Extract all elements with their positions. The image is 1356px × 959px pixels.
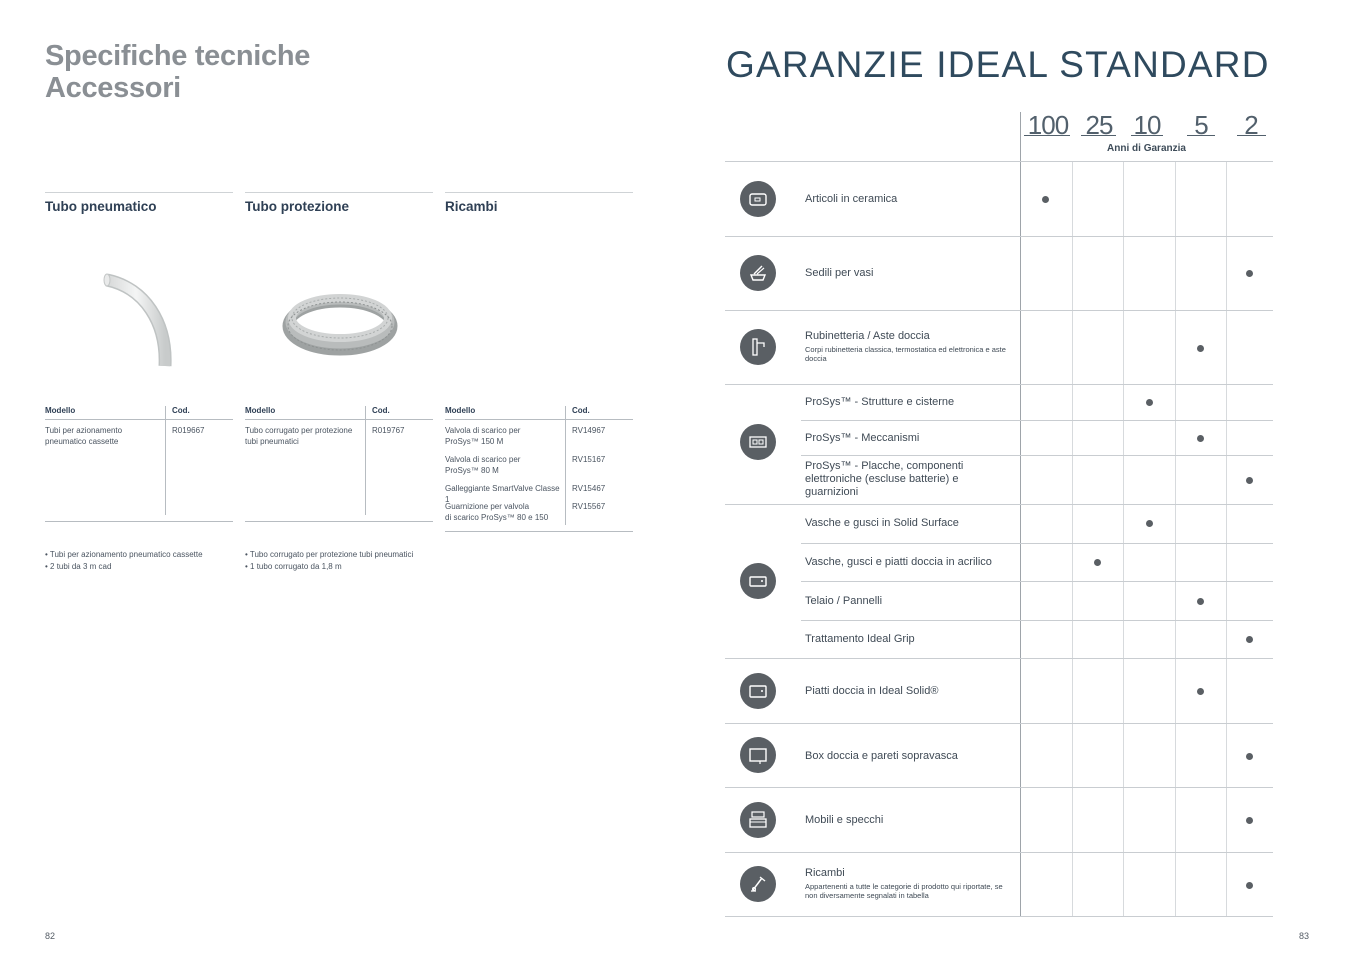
row-label-vasche-acrilico: Vasche, gusci e piatti doccia in acrilico: [805, 556, 992, 568]
row-label-vasche-solid-surface: Vasche e gusci in Solid Surface: [805, 517, 959, 529]
page-title: [45, 40, 310, 104]
notes-tubo-protezione: [245, 549, 413, 572]
grid-line: [725, 658, 1273, 659]
grid-line: [801, 455, 1273, 456]
product-code: RV15167: [572, 455, 606, 464]
row-label-articoli-ceramica: Articoli in ceramica: [805, 193, 898, 205]
row-label-sedili-vasi: Sedili per vasi: [805, 267, 874, 279]
ceramic-icon: [740, 181, 776, 217]
warranty-dot: [1094, 559, 1101, 566]
model-line: ProSys™ 80 M: [445, 466, 499, 475]
warranty-dot: [1146, 399, 1153, 406]
year-underline: [1187, 135, 1215, 136]
year-100: 100: [1027, 110, 1069, 140]
warranty-dot: [1042, 196, 1049, 203]
title-line-2: Accessori: [45, 72, 181, 104]
product-code: R019767: [372, 426, 405, 435]
column-header-code: Cod.: [372, 406, 390, 415]
accessory-column-tubo-pneumatico: [45, 192, 233, 214]
column-heading: Tubo protezione: [245, 199, 349, 214]
year-underline: [1024, 135, 1070, 136]
model-line: Tubi per azionamento: [45, 426, 123, 435]
warranty-dot: [1246, 477, 1253, 484]
model-line: di scarico ProSys™ 80 e 150: [445, 513, 549, 522]
row-label-telaio-pannelli: Telaio / Pannelli: [805, 595, 883, 607]
page-number-right: 83: [1299, 931, 1310, 941]
table-row: [445, 496, 633, 525]
furniture-mirror-icon: [740, 802, 776, 838]
row-label-prosys-strutture: ProSys™ - Strutture e cisterne: [805, 396, 955, 408]
column-header-model: Modello: [245, 406, 366, 419]
warranty-dot: [1146, 520, 1153, 527]
table-header: [445, 406, 633, 420]
column-heading: Ricambi: [445, 199, 498, 214]
warranty-dot: [1246, 817, 1253, 824]
warranty-dot: [1246, 882, 1253, 889]
grid-line: [725, 916, 1273, 917]
column-heading: Tubo pneumatico: [45, 199, 157, 214]
model-line: Tubo corrugato per protezione: [245, 426, 353, 435]
grid-line: [1175, 161, 1176, 917]
note-item: • Tubo corrugato per protezione tubi pneumatici: [245, 550, 414, 559]
grid-line: [725, 504, 1273, 505]
grid-line: [801, 581, 1273, 582]
faucet-icon: [740, 329, 776, 365]
row-label-ricambi: [805, 867, 1017, 900]
model-line: ProSys™ 150 M: [445, 437, 504, 446]
year-underline: [1131, 135, 1163, 136]
grid-line: [1020, 112, 1021, 917]
years-caption: Anni di Garanzia: [1107, 143, 1186, 154]
notes-tubo-pneumatico: [45, 549, 203, 572]
row-label-prosys-meccanismi: ProSys™ - Meccanismi: [805, 432, 920, 444]
table-row: [245, 420, 433, 515]
row-subtitle: Appartenenti a tutte le categorie di prodotto qui riportate, se non diversamente segnalati in tabella: [805, 882, 1003, 900]
row-subtitle: Corpi rubinetteria classica, termostatica ed elettronica e aste doccia: [805, 345, 1006, 363]
year-5: 5: [1194, 110, 1208, 140]
grid-line: [801, 420, 1273, 421]
spec-table-ricambi: [445, 406, 633, 532]
year-underline: [1081, 135, 1116, 136]
note-item: • 1 tubo corrugato da 1,8 m: [245, 561, 342, 571]
toilet-seat-icon: [740, 255, 776, 291]
row-label-rubinetteria: [805, 330, 1010, 363]
grid-line: [801, 620, 1273, 621]
row-label-mobili-specchi: Mobili e specchi: [805, 814, 884, 826]
grid-line: [725, 236, 1273, 237]
grid-line: [1072, 161, 1073, 917]
grid-line: [725, 161, 1273, 162]
grid-line: [725, 787, 1273, 788]
warranty-dot: [1197, 598, 1204, 605]
grid-line: [801, 543, 1273, 544]
year-underline: [1237, 135, 1266, 136]
product-code: RV15467: [572, 484, 606, 493]
bathtub-icon: [740, 563, 776, 599]
table-row: [45, 420, 233, 515]
model-line: Valvola di scarico per: [445, 426, 521, 435]
year-10: 10: [1133, 110, 1161, 140]
table-header: [245, 406, 433, 420]
accessory-column-ricambi: [445, 192, 633, 214]
title-line-1: Specifiche tecniche: [45, 40, 311, 72]
table-row: [445, 449, 633, 478]
accessory-column-tubo-protezione: [245, 192, 433, 214]
model-line: Galleggiante SmartValve Classe 1: [445, 484, 560, 504]
spec-table-tubo-protezione: [245, 406, 433, 522]
divider: [45, 521, 233, 522]
year-25: 25: [1085, 110, 1113, 140]
corrugated-tube-image: [282, 290, 398, 360]
model-line: Guarnizione per valvola: [445, 502, 530, 511]
table-row: [445, 420, 633, 449]
grid-line: [1123, 161, 1124, 917]
product-code: R019667: [172, 426, 205, 435]
warranty-table: [725, 161, 1273, 917]
grid-line: [725, 384, 1273, 385]
product-code: RV15567: [572, 502, 606, 511]
warranty-dot: [1246, 753, 1253, 760]
warranty-dot: [1197, 345, 1204, 352]
warranty-dot: [1197, 435, 1204, 442]
pneumatic-tube-image: [95, 268, 185, 373]
divider: [245, 521, 433, 522]
shower-tray-icon: [740, 673, 776, 709]
divider: [245, 192, 433, 193]
grid-line: [725, 852, 1273, 853]
divider: [445, 192, 633, 193]
divider: [445, 531, 633, 532]
warranty-dot: [1197, 688, 1204, 695]
year-2: 2: [1244, 110, 1258, 140]
spare-parts-icon: [740, 866, 776, 902]
grid-line: [725, 310, 1273, 311]
column-header-code: Cod.: [572, 406, 590, 415]
shower-enclosure-icon: [740, 737, 776, 773]
row-label-piatti-ideal-solid: Piatti doccia in Ideal Solid®: [805, 685, 939, 697]
column-header-model: Modello: [445, 406, 566, 419]
warranty-dot: [1246, 270, 1253, 277]
grid-line: [725, 723, 1273, 724]
model-line: pneumatico cassette: [45, 437, 119, 446]
model-line: Valvola di scarico per: [445, 455, 521, 464]
column-header-model: Modello: [45, 406, 166, 419]
model-line: tubi pneumatici: [245, 437, 299, 446]
warranty-title: GARANZIE IDEAL STANDARD: [726, 44, 1270, 85]
warranty-dot: [1246, 636, 1253, 643]
divider: [45, 192, 233, 193]
product-code: RV14967: [572, 426, 606, 435]
note-item: • 2 tubi da 3 m cad: [45, 561, 112, 571]
cistern-icon: [740, 424, 776, 460]
row-title: Ricambi: [805, 867, 845, 879]
row-label-box-doccia: Box doccia e pareti sopravasca: [805, 750, 958, 762]
note-item: • Tubi per azionamento pneumatico cassette: [45, 550, 203, 559]
spec-table-tubo-pneumatico: [45, 406, 233, 522]
column-header-code: Cod.: [172, 406, 190, 415]
table-header: [45, 406, 233, 420]
row-label-prosys-placche: ProSys™ - Placche, componenti elettroniche (escluse batterie) e guarnizioni: [805, 460, 964, 498]
row-label-ideal-grip: Trattamento Ideal Grip: [805, 633, 915, 645]
table-row: [445, 478, 633, 504]
grid-line: [1226, 161, 1227, 917]
page-number-left: 82: [45, 931, 56, 941]
row-title: Rubinetteria / Aste doccia: [805, 330, 930, 342]
